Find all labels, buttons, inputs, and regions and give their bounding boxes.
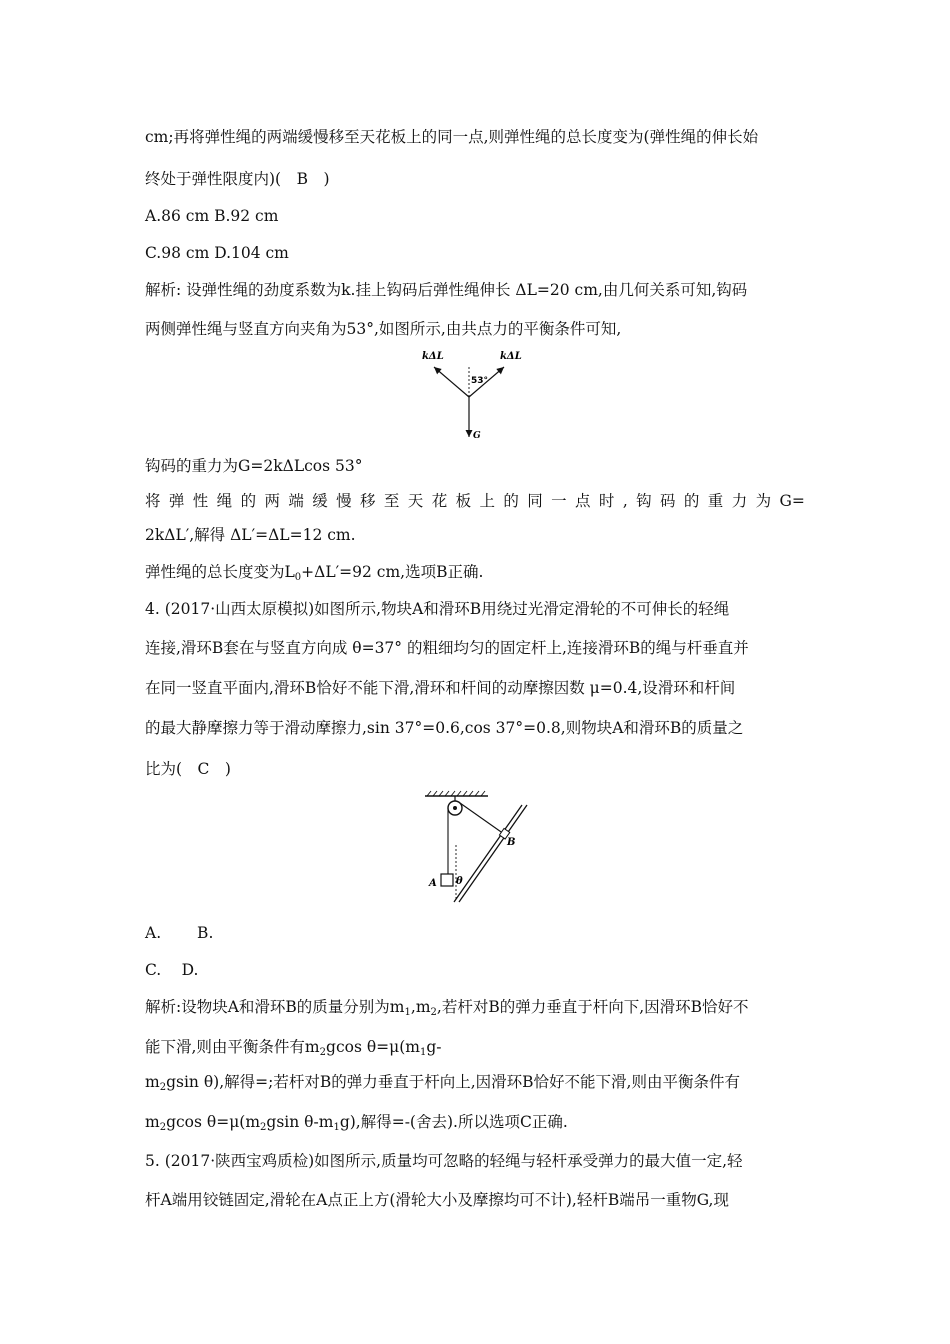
char: 上 — [479, 492, 495, 510]
text-seg: gcos θ=μ(m — [166, 1113, 261, 1131]
subscript: 2 — [159, 1082, 167, 1093]
text-line: cm;再将弹性绳的两端缓慢移至天花板上的同一点,则弹性绳的总长度变为(弹性绳的伸长始 — [145, 128, 759, 146]
subscript: 1 — [419, 1047, 427, 1058]
char: 缓 — [312, 492, 328, 510]
option-line: C.98 cm D.104 cm — [145, 244, 289, 262]
text-seg: m — [145, 1073, 160, 1091]
text-seg: 能下滑,则由平衡条件有m — [145, 1038, 320, 1056]
subscript: 1 — [404, 1007, 411, 1018]
subscript: 2 — [159, 1122, 167, 1133]
char: 的 — [240, 492, 257, 510]
angle-label: 53° — [471, 376, 489, 386]
text-line: 终处于弹性限度内)( B ) — [145, 170, 330, 188]
rod-edge-1 — [454, 805, 522, 902]
char: 天 — [407, 492, 424, 510]
text-line — [145, 1111, 568, 1139]
label-a: A — [429, 878, 437, 889]
char: 绳 — [216, 492, 233, 510]
text-line: 比为( C ) — [145, 760, 231, 778]
char: 钩 — [636, 492, 652, 510]
option-line: A.86 cm B.92 cm — [145, 207, 279, 225]
force-diagram — [420, 345, 535, 445]
subscript: 0 — [294, 572, 302, 583]
char: 将 — [145, 492, 161, 510]
char: G= — [779, 492, 805, 510]
text-line — [145, 1036, 442, 1064]
char: 慢 — [336, 492, 352, 510]
text-seg: gsin θ),解得=;若杆对B的弹力垂直于杆向上,因滑环B恰好不能下滑,则由平衡条件有 — [166, 1073, 740, 1091]
text-seg: m — [145, 1113, 160, 1131]
rod-edge-2 — [459, 805, 527, 902]
char: 力 — [731, 492, 748, 510]
char: 端 — [288, 492, 304, 510]
question-line: 5. (2017·陕西宝鸡质检)如图所示,质量均可忽略的轻绳与轻杆承受弹力的最大值一定,轻 — [145, 1152, 743, 1170]
subscript: 2 — [319, 1047, 327, 1058]
char: 板 — [455, 492, 472, 510]
text-line: 两侧弹性绳与竖直方向夹角为53°,如图所示,由共点力的平衡条件可知, — [145, 320, 622, 338]
subscript: 2 — [430, 1007, 437, 1018]
text-seg: +ΔL′=92 cm,选项B正确. — [301, 563, 484, 581]
option-line: C. D. — [145, 961, 199, 979]
pulley-axle — [453, 806, 457, 810]
text-line: 在同一竖直平面内,滑环B恰好不能下滑,滑环和杆间的动摩擦因数 μ=0.4,设滑环和杆间 — [145, 679, 736, 697]
text-line: 连接,滑环B套在与竖直方向成 θ=37° 的粗细均匀的固定杆上,连接滑环B的绳与杆垂直并 — [145, 639, 749, 657]
gravity-label: G — [473, 431, 481, 441]
question-line: 4. (2017·山西太原模拟)如图所示,物块A和滑环B用绕过光滑定滑轮的不可伸长的轻绳 — [145, 600, 730, 618]
text-line: 的最大静摩擦力等于滑动摩擦力,sin 37°=0.6,cos 37°=0.8,则物块A和滑环B的质量之 — [145, 719, 744, 737]
char: 为 — [755, 492, 772, 510]
char: 弹 — [168, 492, 185, 510]
label-theta: θ — [456, 876, 463, 887]
char: 性 — [192, 492, 209, 510]
text-seg: gsin θ-m — [266, 1113, 334, 1131]
text-seg: 解析:设物块A和滑环B的质量分别为m — [145, 998, 405, 1016]
char: 移 — [360, 492, 376, 510]
char: 花 — [431, 492, 448, 510]
subscript: 2 — [260, 1122, 267, 1133]
text-seg: 弹性绳的总长度变为L — [145, 563, 295, 581]
char: , — [622, 492, 628, 510]
left-force-label: kΔL — [422, 351, 444, 362]
rope-to-b — [460, 803, 504, 834]
char: 重 — [707, 492, 724, 510]
text-seg: gcos θ=μ(m — [326, 1038, 420, 1056]
char: 至 — [383, 492, 400, 510]
text-line: 解析: 设弹性绳的劲度系数为k.挂上钩码后弹性绳伸长 ΔL=20 cm,由几何关系可知,钩码 — [145, 281, 748, 299]
char: 时 — [598, 492, 615, 510]
text-line: 钩码的重力为G=2kΔLcos 53° — [145, 457, 363, 475]
right-force-label: kΔL — [500, 351, 522, 362]
label-b: B — [507, 837, 516, 848]
text-seg: g- — [426, 1038, 442, 1056]
text-line — [145, 1071, 740, 1099]
justified-text-line — [145, 490, 805, 512]
pulley-diagram — [420, 790, 535, 905]
char: 的 — [503, 492, 519, 510]
text-seg: g),解得=-(舍去).所以选项C正确. — [339, 1113, 568, 1131]
left-force-arrow — [434, 367, 469, 397]
text-line: 杆A端用铰链固定,滑轮在A点正上方(滑轮大小及摩擦均可不计),轻杆B端吊一重物G,现 — [145, 1191, 729, 1209]
char: 的 — [683, 492, 700, 510]
text-seg: ,若杆对B的弹力垂直于杆向下,因滑环B恰好不 — [436, 998, 749, 1016]
text-line — [145, 561, 483, 589]
char: 同 — [527, 492, 543, 510]
option-line: A. B. — [145, 924, 214, 942]
char: 点 — [575, 492, 591, 510]
text-line: 2kΔL′,解得 ΔL′=ΔL=12 cm. — [145, 526, 356, 544]
text-line — [145, 996, 749, 1024]
text-seg: ,m — [410, 998, 431, 1016]
char: 两 — [264, 492, 280, 510]
subscript: 1 — [333, 1122, 340, 1133]
char: 一 — [551, 492, 567, 510]
block-a — [441, 874, 453, 886]
char: 码 — [660, 492, 676, 510]
